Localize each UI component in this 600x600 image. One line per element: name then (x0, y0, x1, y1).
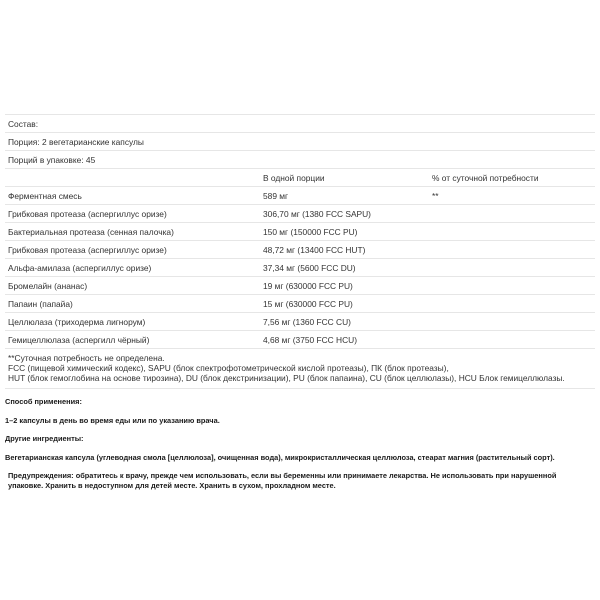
ingredient-amount: 15 мг (630000 FCC PU) (260, 295, 429, 313)
warnings-line-1: Предупреждения: обратитесь к врачу, прежде чем использовать, если вы беременны или принимаете лекарства. Не использовать при нарушенной (8, 471, 557, 480)
usage-text: 1–2 капсулы в день во время еды или по указанию врача. (5, 415, 220, 425)
ingredient-daily-value (429, 331, 595, 349)
other-ingredients-heading: Другие ингредиенты: (5, 434, 84, 443)
ingredient-name: Бактериальная протеаза (сенная палочка) (5, 223, 260, 241)
ingredient-daily-value (429, 295, 595, 313)
ingredient-name: Бромелайн (ананас) (5, 277, 260, 295)
footnote-units-line-2: HUT (блок гемоглобина на основе тирозина), DU (блок декстринизации), PU (блок папаина), CU (блок целлюлазы), HCU Блок гемицеллюлазы. (8, 373, 565, 383)
ingredient-daily-value (429, 259, 595, 277)
ingredient-daily-value (429, 313, 595, 331)
ingredient-amount: 37,34 мг (5600 FCC DU) (260, 259, 429, 277)
ingredient-name: Ферментная смесь (5, 187, 260, 205)
ingredient-name: Альфа-амилаза (аспергиллус оризе) (5, 259, 260, 277)
ingredient-name: Грибковая протеаза (аспергиллус оризе) (5, 241, 260, 259)
serving-size: Порция: 2 вегетарианские капсулы (5, 133, 595, 151)
header-per-serving: В одной порции (260, 169, 429, 187)
ingredient-daily-value: ** (429, 187, 595, 205)
ingredient-name: Гемицеллюлаза (аспергилл чёрный) (5, 331, 260, 349)
other-ingredients-text: Вегетарианская капсула (углеводная смола [целлюлоза], очищенная вода), микрокристаллическая целлюлоза, стеарат магния (растительный сорт). (5, 452, 555, 462)
footnote-daily-value: **Суточная потребность не определена. (8, 353, 165, 363)
footnote-units-line-1: FCC (пищевой химический кодекс), SAPU (блок спектрофотометрической кислой протеазы), ПК (блок протеазы), (8, 363, 449, 373)
ingredient-amount: 306,70 мг (1380 FCC SAPU) (260, 205, 429, 223)
ingredient-amount: 589 мг (260, 187, 429, 205)
table-row (5, 313, 595, 331)
supplement-facts-page (5, 114, 595, 499)
table-row (5, 295, 595, 313)
servings-per-container: Порций в упаковке: 45 (5, 151, 595, 169)
header-daily-value: % от суточной потребности (429, 169, 595, 187)
header-name (5, 169, 260, 187)
composition-title-row (5, 115, 595, 133)
table-row (5, 223, 595, 241)
table-row (5, 259, 595, 277)
ingredient-daily-value (429, 223, 595, 241)
ingredient-daily-value (429, 205, 595, 223)
warnings-text (5, 471, 595, 490)
ingredient-daily-value (429, 241, 595, 259)
table-header-row (5, 169, 595, 187)
ingredient-name: Грибковая протеаза (аспергиллус оризе) (5, 205, 260, 223)
table-row (5, 187, 595, 205)
serving-size-row (5, 133, 595, 151)
composition-title: Состав: (5, 115, 595, 133)
table-row (5, 241, 595, 259)
ingredient-daily-value (429, 277, 595, 295)
table-row (5, 205, 595, 223)
warnings-line-2: упаковке. Хранить в недоступном для детей месте. Хранить в сухом, прохладном месте. (8, 480, 336, 490)
ingredient-amount: 48,72 мг (13400 FCC HUT) (260, 241, 429, 259)
ingredient-amount: 150 мг (150000 FCC PU) (260, 223, 429, 241)
table-row (5, 331, 595, 349)
ingredient-amount: 4,68 мг (3750 FCC HCU) (260, 331, 429, 349)
ingredient-amount: 19 мг (630000 FCC PU) (260, 277, 429, 295)
footnote-block (5, 348, 595, 389)
ingredient-amount: 7,56 мг (1360 FCC CU) (260, 313, 429, 331)
ingredient-name: Целлюлаза (триходерма лигнорум) (5, 313, 260, 331)
servings-per-container-row (5, 151, 595, 169)
usage-and-warnings (5, 397, 595, 490)
usage-heading: Способ применения: (5, 397, 82, 406)
ingredient-name: Папаин (папайа) (5, 295, 260, 313)
table-row (5, 277, 595, 295)
composition-table (5, 114, 595, 348)
